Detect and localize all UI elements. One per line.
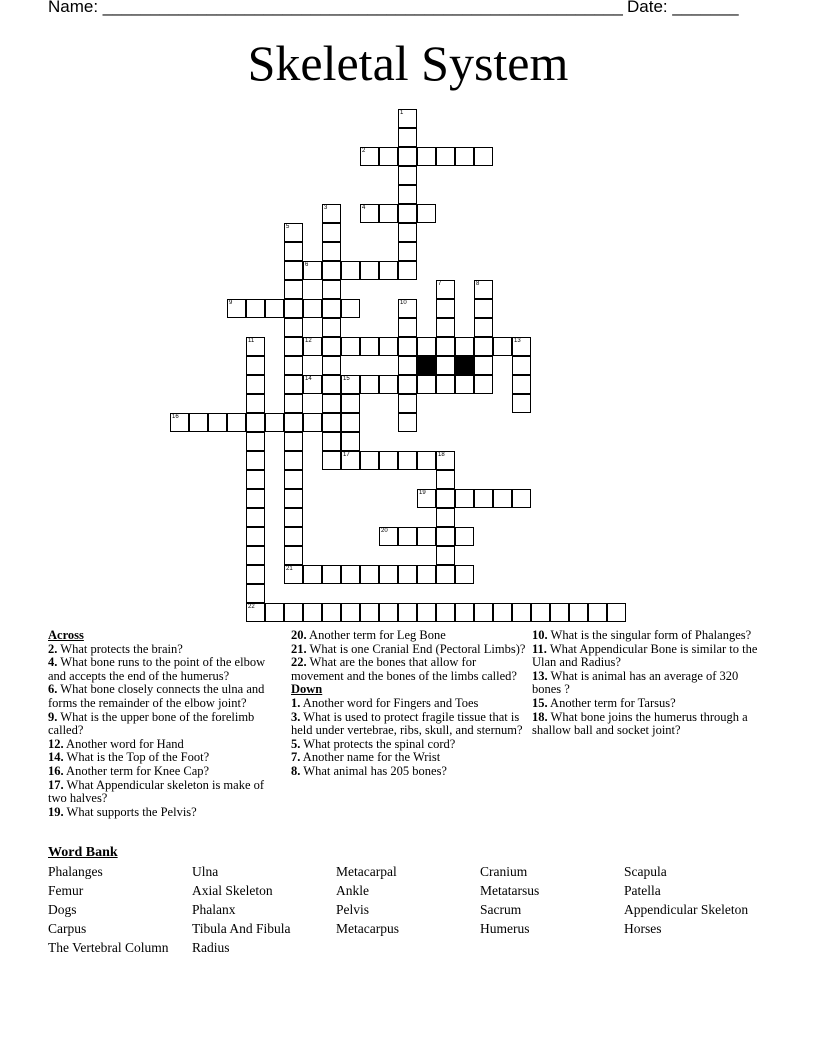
clue-number: 18	[438, 452, 445, 458]
crossword-cell[interactable]	[265, 299, 284, 318]
crossword-cell[interactable]	[170, 413, 189, 432]
crossword-cell[interactable]	[341, 603, 360, 622]
clue-item	[291, 656, 527, 683]
clue-item	[291, 711, 527, 738]
crossword-cell[interactable]	[455, 527, 474, 546]
word-bank-item: Radius	[192, 940, 230, 955]
clue-item	[48, 779, 283, 806]
clue-item	[48, 751, 283, 765]
crossword-cell[interactable]	[436, 318, 455, 337]
crossword-cell[interactable]	[284, 546, 303, 565]
crossword-cell[interactable]	[284, 527, 303, 546]
crossword-cell[interactable]	[398, 413, 417, 432]
crossword-cell[interactable]	[512, 375, 531, 394]
crossword-cell[interactable]	[436, 508, 455, 527]
clue-number: 12	[305, 338, 312, 344]
crossword-cell[interactable]	[512, 356, 531, 375]
clue-item	[291, 643, 527, 657]
crossword-cell[interactable]	[398, 166, 417, 185]
clue-number-label: 6.	[48, 682, 58, 697]
crossword-cell[interactable]	[341, 565, 360, 584]
clue-text: Another term for Knee Cap?	[63, 763, 210, 778]
crossword-cell[interactable]	[398, 242, 417, 261]
crossword-cell[interactable]	[607, 603, 626, 622]
crossword-cell[interactable]	[246, 432, 265, 451]
crossword-cell[interactable]	[379, 527, 398, 546]
crossword-cell[interactable]	[341, 299, 360, 318]
crossword-cell[interactable]	[322, 565, 341, 584]
crossword-cell[interactable]	[303, 375, 322, 394]
crossword-cell[interactable]	[436, 147, 455, 166]
crossword-cell[interactable]	[379, 261, 398, 280]
clue-number: 9	[229, 300, 233, 306]
crossword-cell[interactable]	[246, 394, 265, 413]
clue-number-label: 20.	[291, 628, 307, 642]
crossword-cell[interactable]	[398, 223, 417, 242]
word-bank-item: Metacarpal	[336, 864, 397, 879]
crossword-cell[interactable]	[455, 147, 474, 166]
crossword-cell[interactable]	[474, 147, 493, 166]
clue-number-label: 11.	[532, 641, 547, 656]
crossword-cell[interactable]	[322, 603, 341, 622]
crossword-cell[interactable]	[512, 394, 531, 413]
word-bank-column	[480, 862, 539, 938]
crossword-cell[interactable]	[284, 432, 303, 451]
clue-number: 5	[286, 224, 290, 230]
crossword-cell[interactable]	[436, 451, 455, 470]
crossword-cell[interactable]	[246, 546, 265, 565]
crossword-cell[interactable]	[455, 565, 474, 584]
down-clue-list-continued	[532, 629, 764, 738]
crossword-cell[interactable]	[398, 337, 417, 356]
crossword-cell[interactable]	[322, 394, 341, 413]
crossword-cell[interactable]	[284, 337, 303, 356]
crossword-cell[interactable]	[246, 508, 265, 527]
clue-text: What animal has 205 bones?	[300, 763, 447, 778]
clue-text: What supports the Pelvis?	[63, 804, 197, 819]
clue-number-label: 9.	[48, 709, 58, 724]
clue-number: 20	[381, 528, 388, 534]
clue-text: What Appendicular skeleton is make of two halves?	[48, 777, 265, 806]
crossword-cell[interactable]	[303, 337, 322, 356]
clue-number: 11	[248, 338, 255, 344]
clue-number-label: 15.	[532, 695, 548, 710]
crossword-cell[interactable]	[322, 261, 341, 280]
crossword-cell[interactable]	[398, 147, 417, 166]
clue-number: 7	[438, 281, 442, 287]
crossword-cell[interactable]	[284, 223, 303, 242]
clue-number-label: 5.	[291, 736, 301, 751]
clue-number-label: 1.	[291, 695, 301, 710]
crossword-cell[interactable]	[246, 584, 265, 603]
clue-text: Another name for the Wrist	[300, 750, 441, 765]
crossword-cell[interactable]	[398, 375, 417, 394]
crossword-cell[interactable]	[284, 470, 303, 489]
crossword-cell[interactable]	[436, 375, 455, 394]
page-title: Skeletal System	[247, 35, 569, 91]
clue-text: What is used to protect fragile tissue that is held under vertebrae, ribs, skull, and sternum?	[291, 709, 523, 738]
clue-text: What is the singular form of Phalanges?	[547, 628, 752, 642]
crossword-cell[interactable]	[436, 280, 455, 299]
clue-item	[48, 656, 283, 683]
clue-number-label: 18.	[532, 709, 548, 724]
clue-number-label: 17.	[48, 777, 64, 792]
word-bank-title: Word Bank	[48, 845, 118, 860]
crossword-cell[interactable]	[398, 109, 417, 128]
clue-number-label: 12.	[48, 736, 64, 751]
word-bank-column	[624, 862, 748, 938]
crossword-cell[interactable]	[246, 565, 265, 584]
crossword-cell[interactable]	[493, 337, 512, 356]
crossword-cell[interactable]	[512, 337, 531, 356]
clue-text: What bone runs to the point of the elbow and accepts the end of the humerus?	[48, 655, 266, 683]
crossword-cell[interactable]	[284, 375, 303, 394]
crossword-cell[interactable]	[379, 603, 398, 622]
crossword-cell[interactable]	[284, 394, 303, 413]
word-bank-item: Metatarsus	[480, 883, 540, 898]
clue-number: 15	[343, 376, 350, 382]
clue-number-label: 8.	[291, 763, 301, 778]
crossword-cell[interactable]	[417, 527, 436, 546]
word-bank-item: The Vertebral Column	[48, 940, 169, 955]
crossword-cell[interactable]	[417, 147, 436, 166]
clue-item	[532, 711, 764, 738]
clue-text: What is animal has an average of 320 bones ?	[532, 668, 739, 697]
crossword-cell[interactable]	[474, 280, 493, 299]
word-bank-item: Humerus	[480, 921, 530, 936]
crossword-cell[interactable]	[398, 261, 417, 280]
crossword-cell[interactable]	[284, 280, 303, 299]
crossword-cell[interactable]	[322, 299, 341, 318]
crossword-cell[interactable]	[246, 413, 265, 432]
clue-number: 1	[400, 110, 404, 116]
crossword-cell[interactable]	[474, 299, 493, 318]
clue-number: 8	[476, 281, 480, 287]
crossword-cell[interactable]	[493, 489, 512, 508]
clue-number: 13	[514, 338, 521, 344]
down-heading: Down	[291, 682, 323, 697]
clue-text: What Appendicular Bone is similar to the Ulan and Radius?	[532, 641, 758, 670]
crossword-cell[interactable]	[398, 451, 417, 470]
crossword-cell[interactable]	[379, 375, 398, 394]
clue-number: 19	[419, 490, 426, 496]
crossword-cell[interactable]	[284, 261, 303, 280]
crossword-cell[interactable]	[455, 489, 474, 508]
crossword-cell[interactable]	[474, 337, 493, 356]
crossword-cell[interactable]	[436, 470, 455, 489]
crossword-cell[interactable]	[379, 204, 398, 223]
word-bank-item: Ankle	[336, 883, 369, 898]
crossword-cell[interactable]	[436, 603, 455, 622]
word-bank-item: Horses	[624, 921, 662, 936]
crossword-cell[interactable]	[588, 603, 607, 622]
crossword-cell[interactable]	[360, 375, 379, 394]
crossword-black-cell	[417, 356, 436, 375]
word-bank-column	[336, 862, 399, 938]
clue-number: 14	[305, 376, 312, 382]
crossword-cell[interactable]	[322, 223, 341, 242]
crossword-cell[interactable]	[455, 603, 474, 622]
crossword-cell[interactable]	[303, 261, 322, 280]
clue-number: 4	[362, 205, 366, 211]
crossword-cell[interactable]	[360, 451, 379, 470]
crossword-cell[interactable]	[398, 128, 417, 147]
crossword-cell[interactable]	[360, 337, 379, 356]
clue-number-label: 14.	[48, 750, 64, 765]
crossword-cell[interactable]	[398, 356, 417, 375]
crossword-cell[interactable]	[341, 451, 360, 470]
crossword-cell[interactable]	[436, 356, 455, 375]
crossword-cell[interactable]	[284, 318, 303, 337]
crossword-cell[interactable]	[417, 451, 436, 470]
crossword-cell[interactable]	[227, 299, 246, 318]
clue-number: 10	[400, 300, 407, 306]
crossword-cell[interactable]	[360, 603, 379, 622]
clue-number-label: 19.	[48, 804, 64, 819]
crossword-cell[interactable]	[398, 299, 417, 318]
clue-item	[48, 711, 283, 738]
clue-number-label: 13.	[532, 668, 548, 683]
clue-item	[48, 643, 283, 657]
crossword-cell[interactable]	[322, 375, 341, 394]
crossword-cell[interactable]	[398, 527, 417, 546]
clue-number-label: 7.	[291, 750, 301, 765]
crossword-cell[interactable]	[246, 375, 265, 394]
crossword-cell[interactable]	[265, 603, 284, 622]
clue-item	[291, 697, 527, 711]
crossword-cell[interactable]	[474, 375, 493, 394]
down-clue-list	[291, 697, 527, 779]
clue-item	[291, 629, 527, 643]
word-bank-item: Metacarpus	[336, 921, 399, 936]
crossword-cell[interactable]	[246, 603, 265, 622]
crossword-cell[interactable]	[246, 489, 265, 508]
clue-number-label: 16.	[48, 763, 64, 778]
clue-text: What protects the spinal cord?	[300, 736, 456, 751]
crossword-cell[interactable]	[322, 451, 341, 470]
clue-number-label: 4.	[48, 655, 58, 670]
crossword-cell[interactable]	[284, 508, 303, 527]
crossword-cell[interactable]	[284, 413, 303, 432]
crossword-cell[interactable]	[417, 603, 436, 622]
crossword-cell[interactable]	[417, 565, 436, 584]
right-clues-column	[532, 629, 764, 738]
crossword-cell[interactable]	[246, 451, 265, 470]
clue-item	[532, 670, 764, 697]
crossword-cell[interactable]	[360, 204, 379, 223]
crossword-cell[interactable]	[417, 489, 436, 508]
clue-text: What are the bones that allow for movement and the bones of the limbs called?	[291, 655, 517, 683]
word-bank-item: Patella	[624, 883, 661, 898]
crossword-cell[interactable]	[322, 356, 341, 375]
crossword-cell[interactable]	[246, 527, 265, 546]
word-bank-item: Femur	[48, 883, 84, 898]
crossword-cell[interactable]	[284, 489, 303, 508]
crossword-cell[interactable]	[246, 470, 265, 489]
clue-number: 17	[343, 452, 350, 458]
crossword-cell[interactable]	[398, 204, 417, 223]
crossword-cell[interactable]	[284, 299, 303, 318]
word-bank-item: Pelvis	[336, 902, 370, 917]
crossword-cell[interactable]	[246, 337, 265, 356]
word-bank-item: Sacrum	[480, 902, 522, 917]
clue-text: What is the Top of the Foot?	[63, 750, 210, 765]
crossword-cell[interactable]	[512, 603, 531, 622]
crossword-cell[interactable]	[341, 432, 360, 451]
crossword-cell[interactable]	[360, 565, 379, 584]
crossword-cell[interactable]	[227, 413, 246, 432]
word-bank-item: Ulna	[192, 864, 219, 879]
crossword-cell[interactable]	[322, 337, 341, 356]
crossword-cell[interactable]	[284, 242, 303, 261]
crossword-cell[interactable]	[569, 603, 588, 622]
clue-number-label: 10.	[532, 628, 548, 642]
crossword-cell[interactable]	[246, 299, 265, 318]
clue-item	[48, 765, 283, 779]
crossword-cell[interactable]	[284, 603, 303, 622]
crossword-cell[interactable]	[417, 204, 436, 223]
crossword-cell[interactable]	[398, 603, 417, 622]
crossword-cell[interactable]	[322, 280, 341, 299]
clue-item	[48, 738, 283, 752]
word-bank-item: Appendicular Skeleton	[624, 902, 749, 917]
clue-number: 16	[172, 414, 179, 420]
clue-text: Another term for Tarsus?	[547, 695, 676, 710]
crossword-cell[interactable]	[398, 318, 417, 337]
clue-number: 2	[362, 148, 366, 154]
crossword-cell[interactable]	[341, 337, 360, 356]
crossword-cell[interactable]	[398, 565, 417, 584]
clue-number: 21	[286, 566, 293, 572]
clue-item	[532, 629, 764, 643]
clue-text: Another word for Fingers and Toes	[300, 695, 479, 710]
crossword-cell[interactable]	[436, 489, 455, 508]
clue-text: What bone closely connects the ulna and forms the remainder of the elbow joint?	[48, 682, 265, 710]
crossword-cell[interactable]	[455, 375, 474, 394]
clue-text: What is one Cranial End (Pectoral Limbs)?	[306, 641, 526, 656]
across-clue-list-continued	[291, 629, 527, 683]
crossword-cell[interactable]	[322, 242, 341, 261]
word-bank-item: Phalanx	[192, 902, 236, 917]
clue-text: Another term for Leg Bone	[306, 628, 446, 642]
clue-number-label: 3.	[291, 709, 301, 724]
across-clues-column	[48, 629, 283, 819]
clue-text: What bone joins the humerus through a shallow ball and socket joint?	[532, 709, 748, 738]
crossword-black-cell	[455, 356, 474, 375]
clue-item	[532, 697, 764, 711]
clue-number: 22	[248, 604, 255, 610]
word-bank-item: Phalanges	[48, 864, 103, 879]
clue-number: 6	[305, 262, 309, 268]
clue-item	[291, 765, 527, 779]
crossword-cell[interactable]	[284, 356, 303, 375]
crossword-cell[interactable]	[436, 299, 455, 318]
crossword-cell[interactable]	[303, 299, 322, 318]
word-bank-column	[192, 862, 291, 957]
crossword-cell[interactable]	[284, 451, 303, 470]
clue-item	[532, 643, 764, 670]
crossword-cell[interactable]	[360, 261, 379, 280]
crossword-cell[interactable]	[379, 337, 398, 356]
clue-number-label: 21.	[291, 641, 307, 656]
clue-item	[291, 738, 527, 752]
clue-text: What protects the brain?	[57, 641, 183, 656]
across-clue-list	[48, 643, 283, 820]
crossword-cell[interactable]	[284, 565, 303, 584]
crossword-cell[interactable]	[322, 413, 341, 432]
crossword-cell[interactable]	[379, 451, 398, 470]
clue-item	[48, 683, 283, 710]
crossword-cell[interactable]	[474, 489, 493, 508]
crossword-cell[interactable]	[531, 603, 550, 622]
crossword-cell[interactable]	[379, 147, 398, 166]
crossword-cell[interactable]	[512, 489, 531, 508]
crossword-cell[interactable]	[398, 185, 417, 204]
crossword-cell[interactable]	[189, 413, 208, 432]
word-bank-item: Carpus	[48, 921, 87, 936]
crossword-cell[interactable]	[379, 565, 398, 584]
clue-item	[48, 806, 283, 820]
clue-item	[291, 751, 527, 765]
crossword-cell[interactable]	[265, 413, 284, 432]
crossword-cell[interactable]	[208, 413, 227, 432]
crossword-cell[interactable]	[303, 413, 322, 432]
clue-text: What is the upper bone of the forelimb called?	[48, 709, 255, 738]
crossword-cell[interactable]	[436, 527, 455, 546]
crossword-cell[interactable]	[341, 413, 360, 432]
crossword-cell[interactable]	[493, 603, 512, 622]
word-bank-item: Tibula And Fibula	[192, 921, 291, 936]
crossword-cell[interactable]	[474, 356, 493, 375]
word-bank-item: Dogs	[48, 902, 77, 917]
word-bank-item: Axial Skeleton	[192, 883, 273, 898]
across-heading: Across	[48, 628, 84, 642]
crossword-cell[interactable]	[474, 318, 493, 337]
crossword-cell[interactable]	[303, 603, 322, 622]
crossword-cell[interactable]	[322, 318, 341, 337]
crossword-cell[interactable]	[455, 337, 474, 356]
word-bank-item: Scapula	[624, 864, 667, 879]
crossword-cell[interactable]	[436, 565, 455, 584]
crossword-cell[interactable]	[341, 261, 360, 280]
crossword-cell[interactable]	[322, 204, 341, 223]
crossword-cell[interactable]	[303, 565, 322, 584]
crossword-cell[interactable]	[398, 394, 417, 413]
middle-clues-column	[291, 629, 527, 779]
crossword-cell[interactable]	[550, 603, 569, 622]
crossword-cell[interactable]	[436, 337, 455, 356]
crossword-cell[interactable]	[417, 375, 436, 394]
word-bank-item: Cranium	[480, 864, 528, 879]
clue-text: Another word for Hand	[63, 736, 184, 751]
crossword-cell[interactable]	[341, 375, 360, 394]
crossword-cell[interactable]	[341, 394, 360, 413]
clue-number-label: 22.	[291, 655, 307, 670]
clue-number-label: 2.	[48, 641, 58, 656]
crossword-cell[interactable]	[474, 603, 493, 622]
crossword-cell[interactable]	[360, 147, 379, 166]
crossword-cell[interactable]	[246, 356, 265, 375]
crossword-cell[interactable]	[417, 337, 436, 356]
word-bank-column	[48, 862, 168, 957]
crossword-cell[interactable]	[322, 432, 341, 451]
crossword-cell[interactable]	[436, 546, 455, 565]
clue-number: 3	[324, 205, 328, 211]
name-field-label: Name: _______________________________________________________	[48, 0, 623, 16]
date-field-label: Date: _______	[627, 0, 739, 16]
